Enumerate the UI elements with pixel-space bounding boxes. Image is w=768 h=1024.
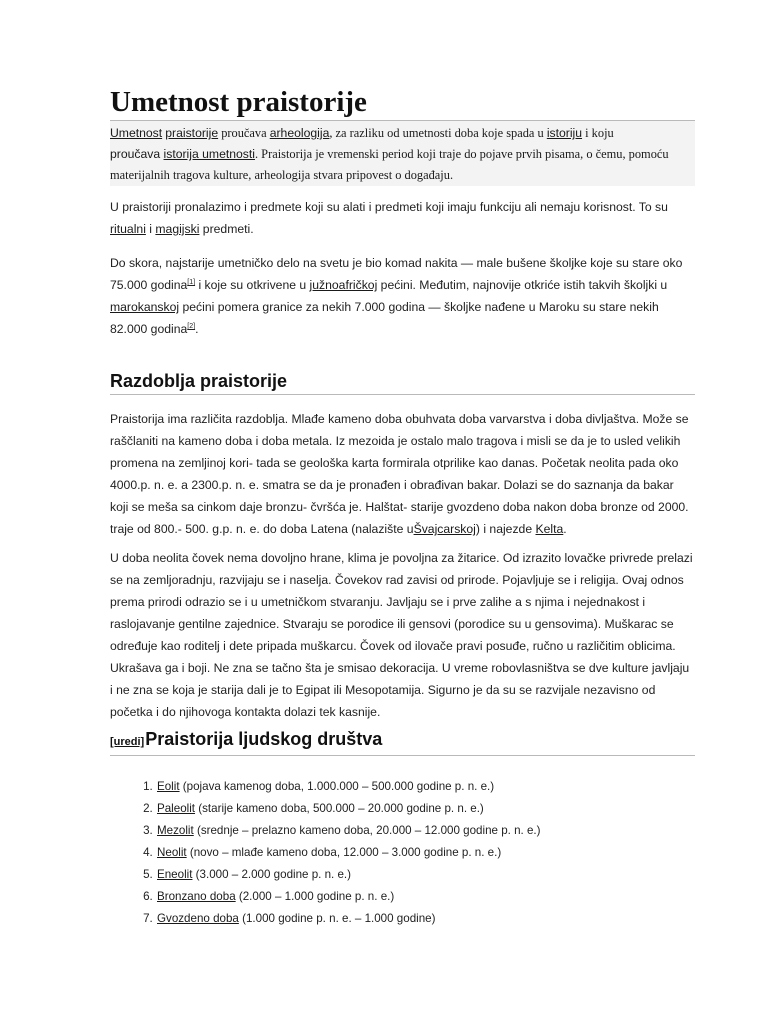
list-item-text: (3.000 – 2.000 godine p. n. e.) (192, 868, 352, 881)
list-item (156, 842, 695, 864)
paragraph-text: pećini. Međutim, najnovije otkriće istih takvih školjki u (377, 278, 668, 292)
edit-section-link[interactable]: [uredi] (110, 736, 145, 748)
list-item (156, 820, 695, 842)
link-arheologija[interactable]: arheologija (269, 126, 330, 140)
link-mezolit[interactable]: Mezolit (157, 824, 194, 837)
list-item-text: (1.000 godine p. n. e. – 1.000 godine) (238, 912, 436, 925)
link-bronzano-doba[interactable]: Bronzano doba (157, 890, 236, 903)
list-item (156, 776, 695, 798)
intro-text: i koju (582, 126, 614, 140)
intro-text: proučava (218, 126, 270, 140)
paragraph-predmeti (110, 196, 695, 240)
paragraph-text: Do skora, najstarije umetničko delo na svetu je bio komad nakita — male bušene školjke koje su stare oko 75.000 godina (110, 256, 683, 292)
list-item-text: (2.000 – 1.000 godine p. n. e.) (235, 890, 395, 903)
intro-text: , za razliku od umetnosti doba koje spada u (329, 126, 547, 140)
link-eolit[interactable]: Eolit (157, 780, 180, 793)
list-item-text: (novo – mlađe kameno doba, 12.000 – 3.000 godine p. n. e.) (186, 846, 502, 859)
paragraph-text: . (195, 322, 199, 336)
list-item (156, 798, 695, 820)
list-item (156, 886, 695, 908)
section-heading-drustvo (110, 727, 695, 756)
link-kelta[interactable]: Kelta (535, 522, 564, 536)
list-item-text: (starije kameno doba, 500.000 – 20.000 godine p. n. e.) (195, 802, 484, 815)
intro-text: proučava (110, 147, 164, 161)
link-neolit[interactable]: Neolit (157, 846, 187, 859)
paragraph-text: pećini pomera granice za nekih 7.000 godina — školjke nađene u Maroku su stare nekih 82.000 godina (110, 300, 659, 336)
paragraph-text: i (145, 222, 156, 236)
link-paleolit[interactable]: Paleolit (157, 802, 196, 815)
intro-paragraph (110, 121, 695, 186)
intro-text: . Praistorija je vremenski period koji traje do pojave prvih pisama, o čemu, pomoću materijalnih tragova kulture, arheologija stvara pripovest o događaju. (110, 147, 669, 182)
link-juznoafrickoj[interactable]: južnoafričkoj (309, 278, 378, 292)
reference-2[interactable]: [2] (187, 323, 196, 330)
link-istorija-umetnosti[interactable]: istorija umetnosti (163, 147, 255, 161)
paragraph-text: i koje su otkrivene u (195, 278, 310, 292)
paragraph-text: . (563, 522, 567, 536)
paragraph-razdoblja (110, 408, 695, 540)
section-heading-text: Praistorija ljudskog društva (145, 729, 383, 749)
periods-list (110, 776, 695, 930)
list-item-text: (srednje – prelazno kameno doba, 20.000 – 12.000 godine p. n. e.) (193, 824, 541, 837)
link-svajcarskoj[interactable]: Švajcarskoj (413, 522, 476, 536)
list-item (156, 864, 695, 886)
link-eneolit[interactable]: Eneolit (157, 868, 193, 881)
link-gvozdeno-doba[interactable]: Gvozdeno doba (157, 912, 239, 925)
reference-1[interactable]: [1] (187, 279, 196, 286)
paragraph-nakit (110, 252, 695, 340)
paragraph-text: Praistorija ima različita razdoblja. Mlađe kameno doba obuhvata doba varvarstva i doba divljaštva. Može se raščlaniti na kameno doba i doba metala. Iz mezoida je ostalo malo tragova i misli se da je to usled velikih promena na zemljinoj kori- tada se geološka karta formirala otprilike kao danas. Početak neolita pada oko 4000.p. n. e. a 2300.p. n. e. smatra se da je pronađen i obrađivan bakar. Dolazi se do saznanja da bakar koji se meša sa cinkom daje bronzu- čvršća je. Halštat- starije gvozdeno doba nakon doba bronze od 2000. traje od 800.- 500. g.p. n. e. do doba Latena (nalazište u (110, 412, 689, 536)
article (110, 84, 695, 930)
list-item-text: (pojava kamenog doba, 1.000.000 – 500.000 godine p. n. e.) (179, 780, 495, 793)
paragraph-neolit: U doba neolita čovek nema dovoljno hrane, klima je povoljna za žitarice. Od izrazito lovačke privrede prelazi se na zemljoradnju, razvijaju se i naselja. Čovekov rad zavisi od prirode. Pojavljuje se i religija. Ovaj odnos prema prirodi odrazio se i u umetničkom stvaranju. Javljaju se i prve zalihe a s njima i nejednakost i raslojavanje gentilne zajednice. Stvaraju se porodice ili gensovi (porodice su u gensovima). Muškarac se određuje kao roditelj i dete pripada muškarcu. Čovek od ilovače pravi posuđe, ručno u različitim oblicima. Ukrašava ga i boji. Ne zna se tačno šta je smisao dekoracija. U vreme robovlasništva se dve kulture javljaju i ne zna se koja je starija dali je to Egipat ili Mesopotamija. Sigurno je da su se razvijale nezavisno od početka i do njihovoga kontakta dolazi tek kasnije. (110, 551, 693, 719)
link-magijski[interactable]: magijski (155, 222, 200, 236)
link-marokanskoj[interactable]: marokanskoj (110, 300, 180, 314)
page-title: Umetnost praistorije (110, 84, 695, 121)
paragraph-text: ) i najezde (475, 522, 536, 536)
paragraph-text: predmeti. (199, 222, 254, 236)
link-ritualni[interactable]: ritualni (110, 222, 146, 236)
link-praistorije[interactable]: praistorije (165, 126, 219, 140)
link-umetnost[interactable]: Umetnost (110, 126, 163, 140)
paragraph-text: U praistoriji pronalazimo i predmete koji su alati i predmeti koji imaju funkciju ali nemaju korisnost. To su (110, 200, 668, 214)
section-heading-razdoblja: Razdoblja praistorije (110, 369, 695, 395)
link-istoriju[interactable]: istoriju (546, 126, 583, 140)
list-item (156, 908, 695, 930)
